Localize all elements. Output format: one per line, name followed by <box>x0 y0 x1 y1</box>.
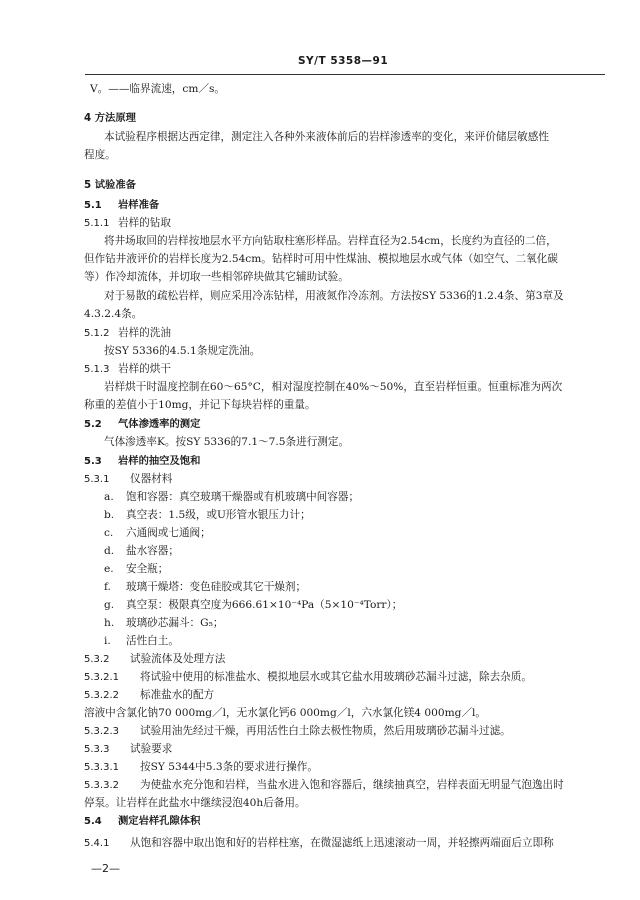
list-item: e. 安全瓶； <box>104 563 169 575</box>
section-5-3-2-3: 5.3.2.3 试验用油先经过干燥，再用活性白土除去极性物质，然后用玻璃砂芯漏斗过滤。 <box>84 725 511 737</box>
section-number: 5.1.1 <box>84 218 110 229</box>
page-header-code: SY/T 5358—91 <box>298 55 389 67</box>
section-5-heading: 5 试验准备 <box>84 179 136 191</box>
section-title: 测定岩样孔隙体积 <box>118 815 201 827</box>
paragraph-line: 4.3.2.4条。 <box>84 308 143 320</box>
section-title: 岩样的烘干 <box>118 363 171 375</box>
section-5-3-3-1: 5.3.3.1 按SY 5344中5.3条的要求进行操作。 <box>84 761 318 773</box>
section-number: 5.3.3.2 <box>84 780 119 791</box>
paragraph-line: 等）作冷却流体，并切取一些相邻碎块做其它辅助试验。 <box>84 271 349 283</box>
section-5-1-3-heading <box>84 362 171 377</box>
paragraph-line: 岩样烘干时温度控制在60～65°C，相对湿度控制在40%～50%，直至岩样恒重。恒重标准为两次 <box>104 381 563 393</box>
section-number: 5.3.3.1 <box>84 762 119 773</box>
section-number: 5.2 <box>84 419 102 430</box>
header-rule <box>85 74 605 75</box>
section-5-1-1-heading <box>84 216 171 231</box>
page-number: —2— <box>91 862 120 875</box>
section-5-1-2-heading <box>84 326 171 341</box>
symbol-definition: V。——临界流速，cm／s。 <box>90 83 226 95</box>
section-title: 试验要求 <box>130 743 173 755</box>
section-5-4-1: 5.4.1 从饱和容器中取出饱和好的岩样柱塞，在微湿滤纸上迅速滚动一周，并轻擦两端面后立即称 <box>84 837 554 849</box>
section-title: 岩样准备 <box>118 199 160 211</box>
section-number: 5.3 <box>84 456 102 467</box>
list-item: c. 六通阀或七通阀； <box>104 527 211 539</box>
paragraph-line: 溶液中含氯化钠70 000mg／l，无水氯化钙6 000mg／l，六水氯化镁4 000mg／l。 <box>84 707 487 719</box>
list-item: b. 真空表：1.5级，或U形管水银压力计； <box>104 509 311 521</box>
section-5-3-2-1: 5.3.2.1 将试验中使用的标准盐水、模拟地层水或其它盐水用玻璃砂芯漏斗过滤，除去杂质。 <box>84 671 532 683</box>
list-item: f. 玻璃干燥塔：变色硅胶或其它干燥剂； <box>104 581 307 593</box>
section-number: 5.3.2.3 <box>84 726 119 737</box>
section-title: 岩样的洗油 <box>118 327 171 339</box>
section-5-3-2-2: 5.3.2.2 标准盐水的配方 <box>84 689 215 701</box>
list-item: g. 真空泵：极限真空度为666.61×10⁻⁴Pa（5×10⁻⁴Torr）； <box>104 599 403 611</box>
section-title: 岩样的抽空及饱和 <box>118 455 201 467</box>
paragraph-line: 但作钻井液评价的岩样长度为2.54cm。钻样时可用中性煤油、模拟地层水或气体（如空气、二氧化碳 <box>84 253 558 265</box>
section-number: 5.1.2 <box>84 328 110 339</box>
section-title: 试验流体及处理方法 <box>130 653 226 665</box>
section-5-2-heading <box>84 417 200 432</box>
section-5-4-heading <box>84 814 200 829</box>
list-item: i. 活性白土。 <box>104 635 179 647</box>
section-number: 5.3.3 <box>84 744 110 755</box>
section-number: 5.3.2 <box>84 654 110 665</box>
section-number: 5.4 <box>84 816 102 827</box>
list-item: a. 饱和容器：真空玻璃干燥器或有机玻璃中间容器； <box>104 491 360 503</box>
list-item: d. 盐水容器； <box>104 545 179 557</box>
section-5-1-heading <box>84 198 159 213</box>
section-number: 5.3.2.1 <box>84 672 119 683</box>
section-5-3-2-heading <box>84 652 225 667</box>
section-number: 5.1.3 <box>84 364 110 375</box>
paragraph-line: 称重的差值小于10mg，并记下每块岩样的重量。 <box>84 399 316 411</box>
paragraph-line: 将井场取回的岩样按地层水平方向钻取柱塞形样品。岩样直径为2.54cm，长度约为直径的二倍， <box>104 235 557 247</box>
section-number: 5.1 <box>84 200 102 211</box>
section-title: 气体渗透率的测定 <box>118 418 201 430</box>
section-number: 5.3.2.2 <box>84 690 119 701</box>
section-title: 岩样的钻取 <box>118 217 171 229</box>
section-title: 仪器材料 <box>130 473 173 485</box>
paragraph-line: 程度。 <box>84 149 116 161</box>
section-number: 5.4.1 <box>84 838 110 849</box>
section-number: 5.3.1 <box>84 474 110 485</box>
section-5-3-1-heading <box>84 472 172 487</box>
paragraph-line: 按SY 5336的4.5.1条规定洗油。 <box>104 345 261 357</box>
section-5-3-3-heading <box>84 742 172 757</box>
paragraph-line: 气体渗透率K。按SY 5336的7.1～7.5条进行测定。 <box>104 436 350 448</box>
section-4-heading: 4 方法原理 <box>84 112 136 124</box>
paragraph-line: 停泵。让岩样在此盐水中继续浸泡40h后备用。 <box>84 797 306 809</box>
paragraph-line: 对于易散的疏松岩样，则应采用冷冻钻样，用液氮作冷冻剂。方法按SY 5336的1.2.4条、第3章及 <box>104 290 564 302</box>
list-item: h. 玻璃砂芯漏斗：G₅； <box>104 617 224 629</box>
section-5-3-heading <box>84 454 200 469</box>
paragraph-line: 本试验程序根据达西定律，测定注入各种外来液体前后的岩样渗透率的变化，来评价储层敏感性 <box>104 131 549 143</box>
section-5-3-3-2: 5.3.3.2 为使盐水充分饱和岩样，当盐水进入饱和容器后，继续抽真空，岩样表面无明显气泡逸出时 <box>84 779 564 791</box>
